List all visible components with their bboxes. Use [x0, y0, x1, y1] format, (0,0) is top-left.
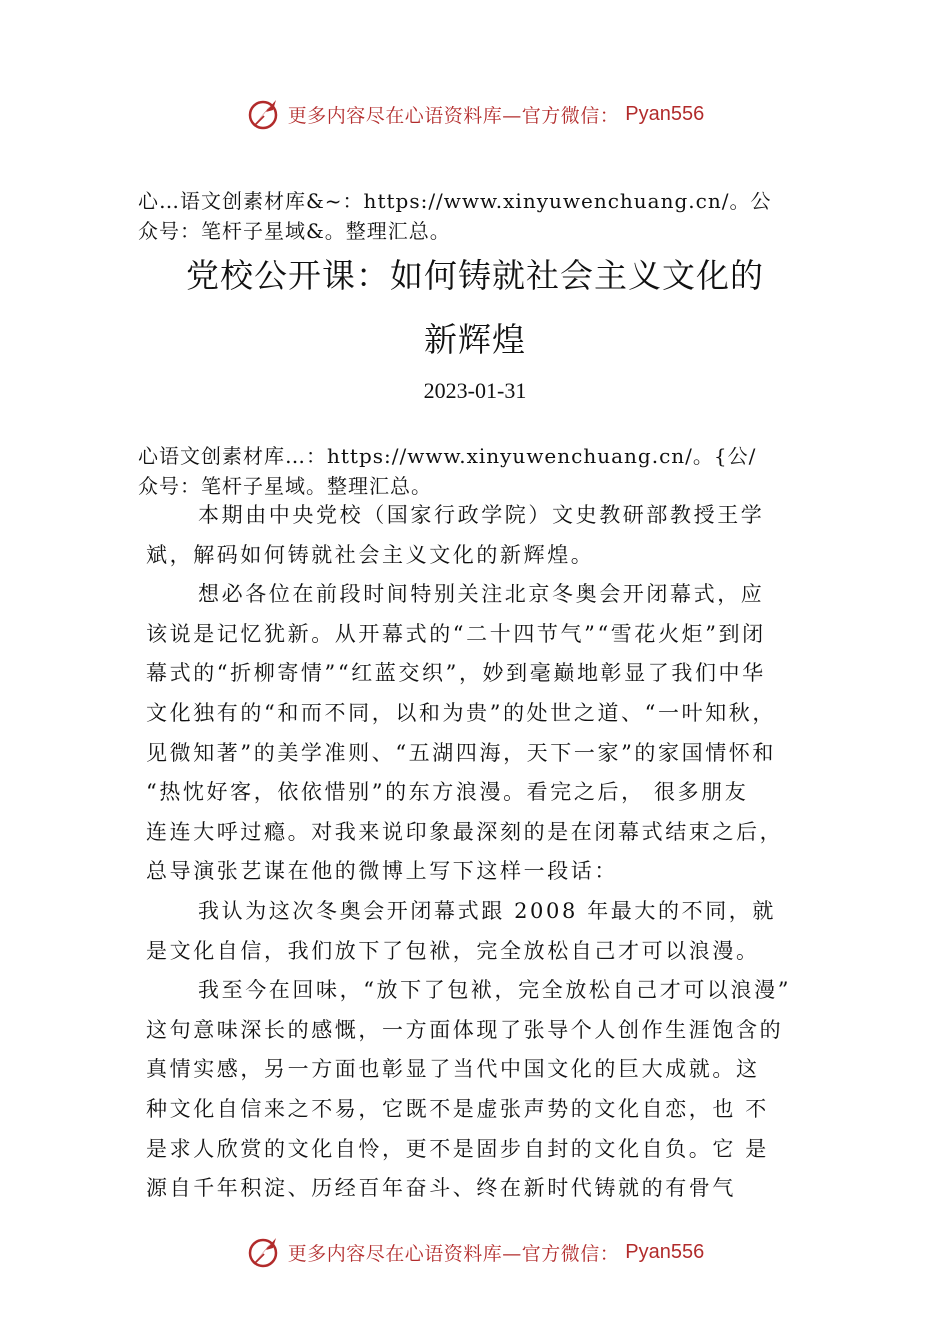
document-title-line-2: 新辉煌 [424, 320, 526, 359]
banner-text: 更多内容尽在心语资料库—官方微信： [287, 104, 620, 127]
paragraph-line: 种文化自信来之不易，它既不是虚张声势的文化自恋，也 不 [146, 1096, 769, 1121]
paragraph-line: 是文化自信，我们放下了包袱，完全放松自己才可以浪漫。 [146, 938, 760, 963]
paragraph-line: 是求人欣赏的文化自怜，更不是固步自封的文化自负。它 是 [146, 1136, 769, 1161]
quill-logo-icon [246, 96, 282, 132]
paragraph-line: 这句意味深长的感慨，一方面体现了张导个人创作生涯饱含的 [146, 1017, 784, 1042]
paragraph-line: 真情实感，另一方面也彰显了当代中国文化的巨大成就。这 [146, 1057, 760, 1082]
paragraph-line: 连连大呼过瘾。对我来说印象最深刻的是在闭幕式结束之后， [146, 819, 784, 844]
document-title-line-1: 党校公开课：如何铸就社会主义文化的 [186, 256, 764, 295]
banner-wechat-id: Pyan556 [625, 1240, 705, 1263]
document-date: 2023-01-31 [423, 378, 527, 403]
paragraph-line: 见微知著”的美学准则、“五湖四海，天下一家”的家国情怀和 [146, 740, 777, 765]
paragraph-line: 我认为这次冬奥会开闭幕式跟 2008 年最大的不同，就 [198, 898, 776, 923]
source-note-line: 心语文创素材库…：https://www.xinyuwenchuang.cn/。{公/ [138, 444, 757, 468]
footer-watermark-banner [0, 1232, 950, 1272]
source-note-top [138, 186, 828, 246]
header-watermark-banner [0, 94, 950, 134]
banner-wechat-id: Pyan556 [625, 102, 705, 125]
paragraph-line: 想必各位在前段时间特别关注北京冬奥会开闭幕式，应 [198, 582, 765, 607]
article-body [146, 496, 836, 1209]
paragraph-line: 我至今在回味，“放下了包袱，完全放松自己才可以浪漫” [198, 978, 792, 1003]
paragraph-line: 幕式的“折柳寄情”“红蓝交织”，妙到毫巅地彰显了我们中华 [146, 661, 766, 686]
source-note-line: 众号：笔杆子星域。整理汇总。 [138, 474, 432, 498]
banner-text: 更多内容尽在心语资料库—官方微信： [287, 1242, 620, 1265]
paragraph-line: 文化独有的“和而不同，以和为贵”的处世之道、“一叶知秋， [146, 700, 777, 725]
paragraph-line: 源自千年积淀、历经百年奋斗、终在新时代铸就的有骨气 [146, 1176, 736, 1201]
source-note-line: 心…语文创素材库&~：https://www.xinyuwenchuang.cn/。公 [138, 189, 772, 213]
paragraph-line: 斌，解码如何铸就社会主义文化的新辉煌。 [146, 542, 595, 567]
paragraph-line: 总导演张艺谋在他的微博上写下这样一段话： [146, 859, 618, 884]
paragraph-line: 该说是记忆犹新。从开幕式的“二十四节气”“雪花火炬”到闭 [146, 621, 766, 646]
source-note-second [138, 441, 828, 501]
paragraph-line: 本期由中央党校（国家行政学院）文史教研部教授王学 [198, 503, 765, 527]
source-note-line: 众号：笔杆子星域&。整理汇总。 [138, 219, 451, 243]
quill-logo-icon [246, 1234, 282, 1270]
paragraph-line: “热忱好客，依依惜别”的东方浪漫。看完之后， 很多朋友 [146, 780, 749, 805]
